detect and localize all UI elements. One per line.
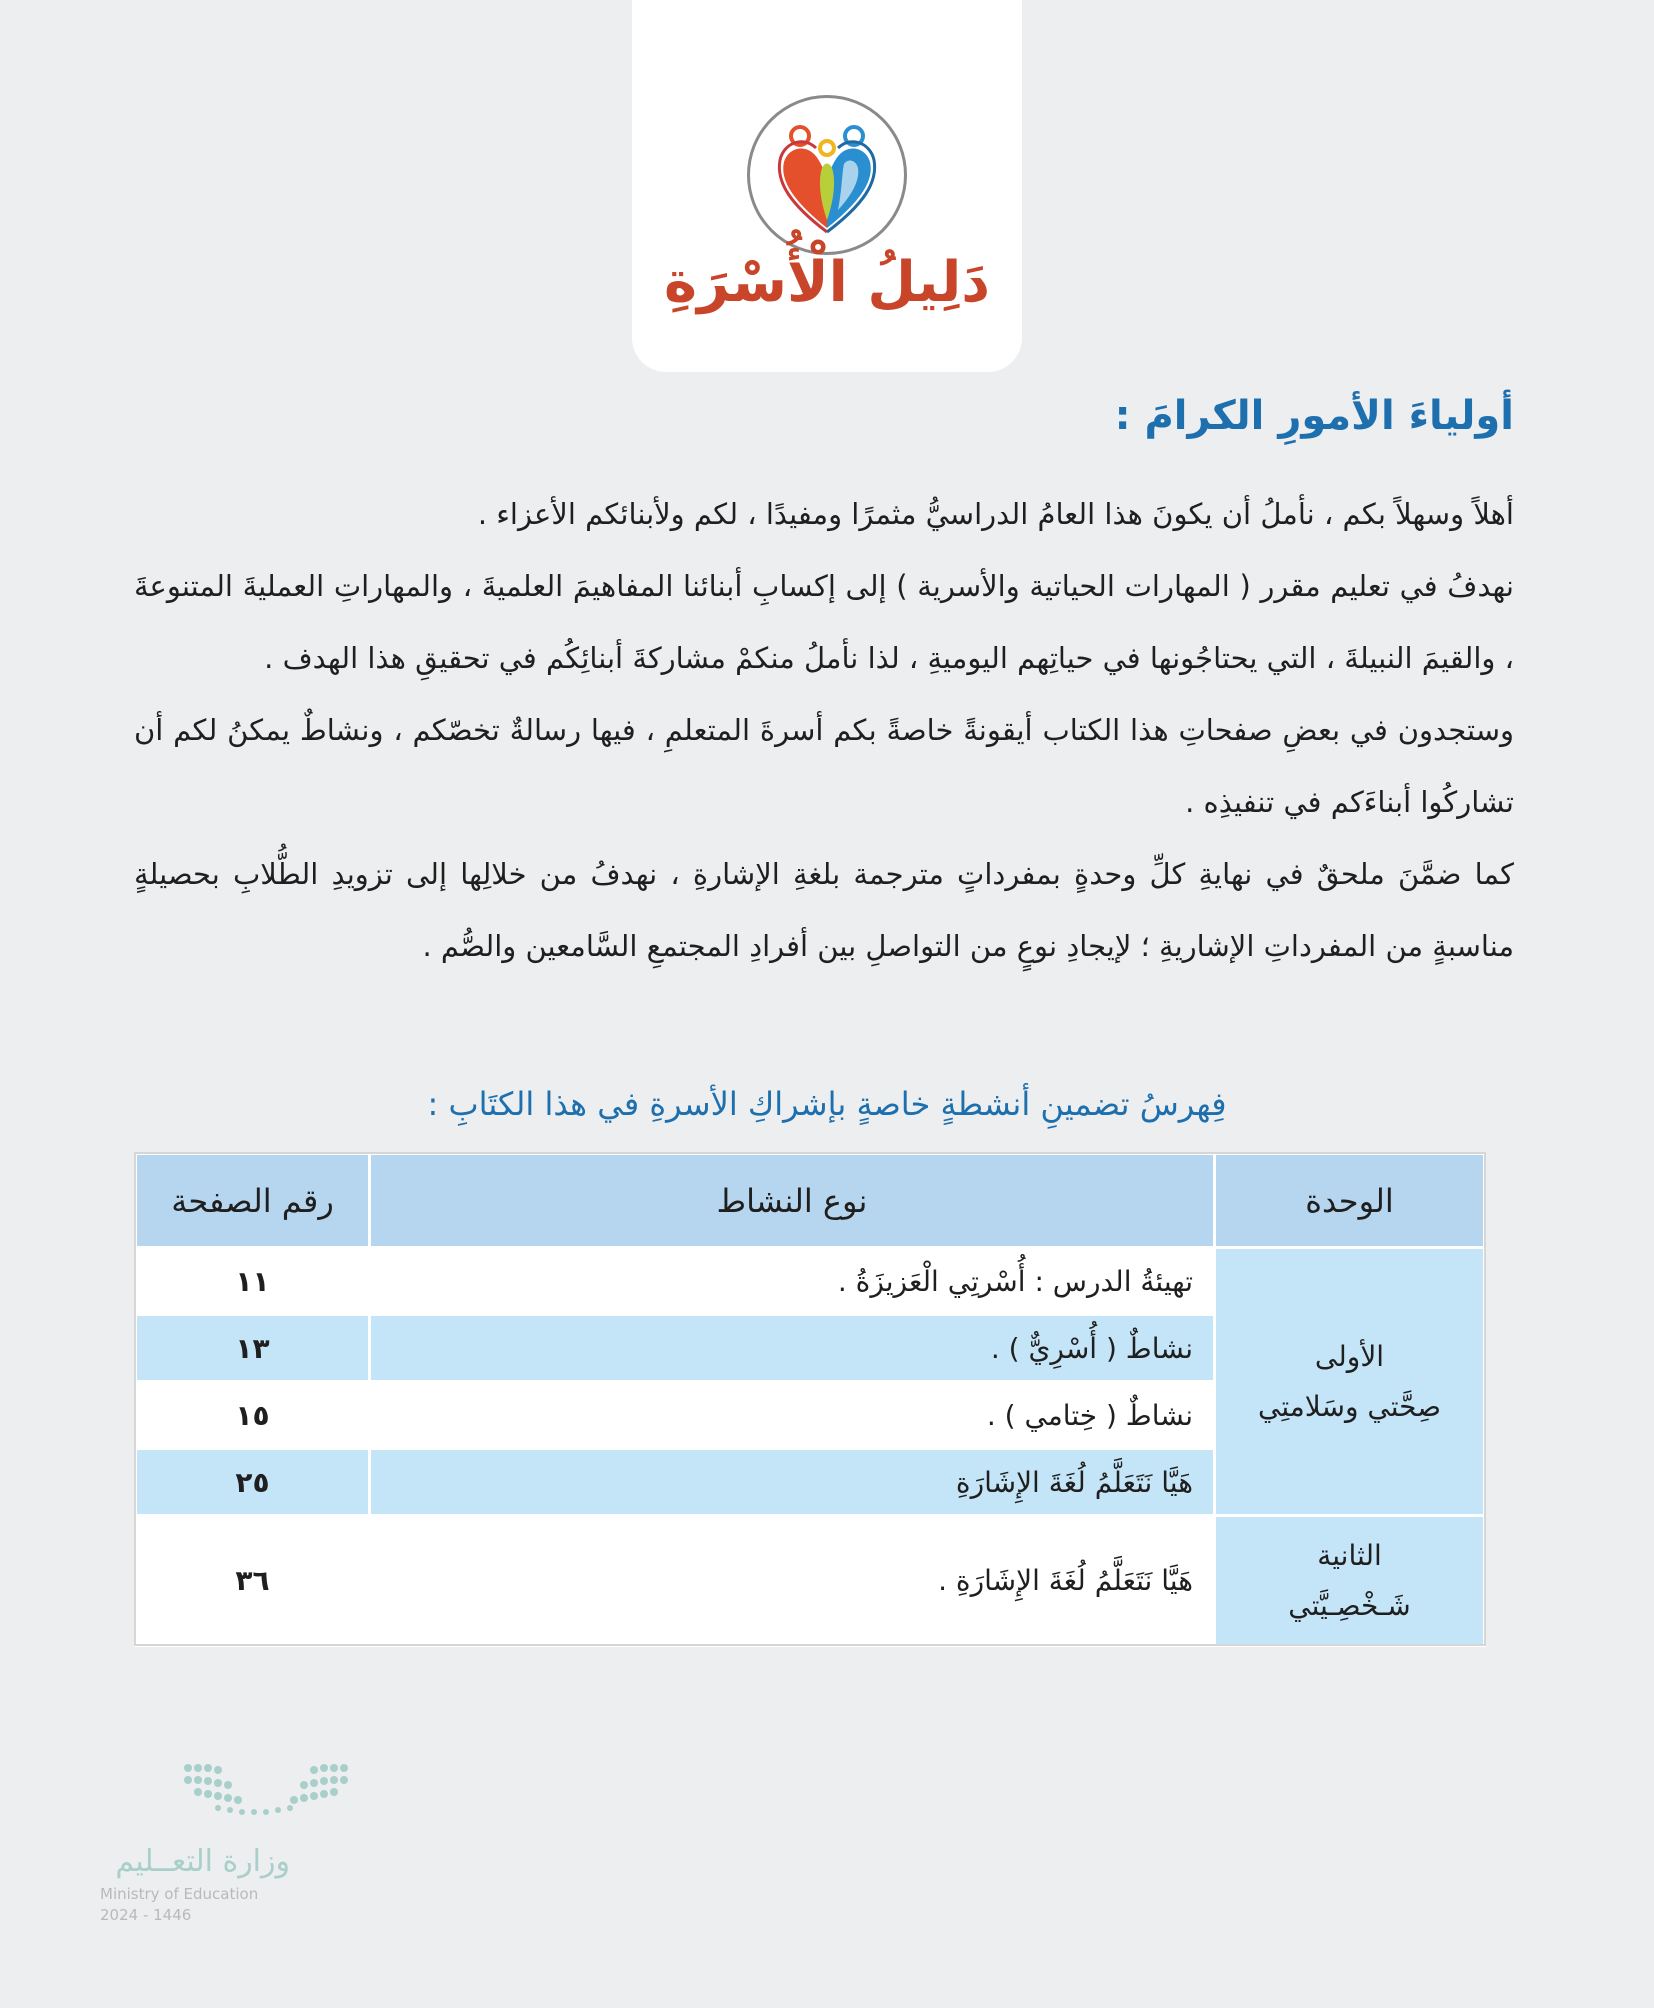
header-page: رقم الصفحة [136,1154,370,1248]
activity-cell: نشاطٌ ( أُسْرِيٌّ ) . [370,1315,1215,1382]
greeting-heading: أولياءَ الأمورِ الكرامَ : [1114,393,1514,439]
page-cell: ١٥ [136,1382,370,1449]
body-text [134,478,1514,982]
paragraph-goal: نهدفُ في تعليم مقرر ( المهارات الحياتية والأسرية ) إلى إكسابِ أبنائنا المفاهيمَ العلميةَ ، والمهاراتِ العمليةَ المتنوعةَ ، والقيمَ النبيلةَ ، التي يحتاجُونها في حياتِهم اليوميةِ ، لذا نأملُ منكمْ مشاركةَ أبنائِكُم في تحقيقِ هذا الهدف . [134,569,1514,675]
page-cell: ٣٦ [136,1516,370,1646]
page-title: دَلِيلُ الْأُسْرَةِ [664,250,990,315]
unit-name: الثانية [1317,1538,1382,1572]
table-row [136,1516,1485,1646]
activity-index-table [134,1152,1486,1647]
ministry-name-arabic: وزارة التعــليم [115,1844,290,1879]
unit-subtitle: شَـخْصِـيَّتي [1288,1588,1411,1622]
index-title: فِهرسُ تضمينِ أنشطةٍ خاصةٍ بإشراكِ الأسرةِ في هذا الكتَابِ : [427,1085,1227,1123]
page-cell: ١٣ [136,1315,370,1382]
header-tab [632,0,1022,372]
paragraph-sign-language: كما ضمَّنَ ملحقٌ في نهايةِ كلِّ وحدةٍ بمفرداتٍ مترجمة بلغةِ الإشارةِ ، نهدفُ من خلالِها إلى تزويدِ الطُّلابِ بحصيلةٍ مناسبةٍ من المفرداتِ الإشاريةِ ؛ لإيجادِ نوعٍ من التواصلِ بين أفرادِ المجتمعِ السَّامعين والصُّم . [134,857,1514,963]
activity-cell: هَيَّا نَتَعَلَّمُ لُغَةَ الإِشَارَةِ [370,1449,1215,1516]
family-heart-icon [747,95,907,255]
page-cell: ٢٥ [136,1449,370,1516]
table-row [136,1248,1485,1315]
ministry-year: 2024 - 1446 [100,1906,192,1924]
ministry-logo [100,1760,360,1940]
header-unit: الوحدة [1215,1154,1485,1248]
paragraph-icons: وستجدون في بعضِ صفحاتِ هذا الكتاب أيقونةً خاصةً بكم أسرةَ المتعلمِ ، فيها رسالةٌ تخصّكم ، ونشاطٌ يمكنُ لكم أن تشاركُوا أبناءَكم في تنفيذِه . [134,713,1514,819]
activity-cell: نشاطٌ ( خِتامي ) . [370,1382,1215,1449]
unit-name: الأولى [1314,1339,1385,1373]
table-header-row [136,1154,1485,1248]
unit-cell-first [1215,1248,1485,1516]
activity-cell: تهيئةُ الدرس : أُسْرتِي الْعَزيزَةُ . [370,1248,1215,1315]
ministry-dots-logo-icon [182,1760,352,1820]
activity-cell: هَيَّا نَتَعَلَّمُ لُغَةَ الإِشَارَةِ . [370,1516,1215,1646]
ministry-name-english: Ministry of Education [100,1885,259,1903]
header-activity: نوع النشاط [370,1154,1215,1248]
paragraph-welcome: أهلاً وسهلاً بكم ، نأملُ أن يكونَ هذا العامُ الدراسيُّ مثمرًا ومفيدًا ، لكم ولأبنائكم الأعزاء . [477,497,1514,531]
page-cell: ١١ [136,1248,370,1315]
unit-cell-second [1215,1516,1485,1646]
unit-subtitle: صِحَّتي وسَلامتِي [1257,1389,1441,1423]
